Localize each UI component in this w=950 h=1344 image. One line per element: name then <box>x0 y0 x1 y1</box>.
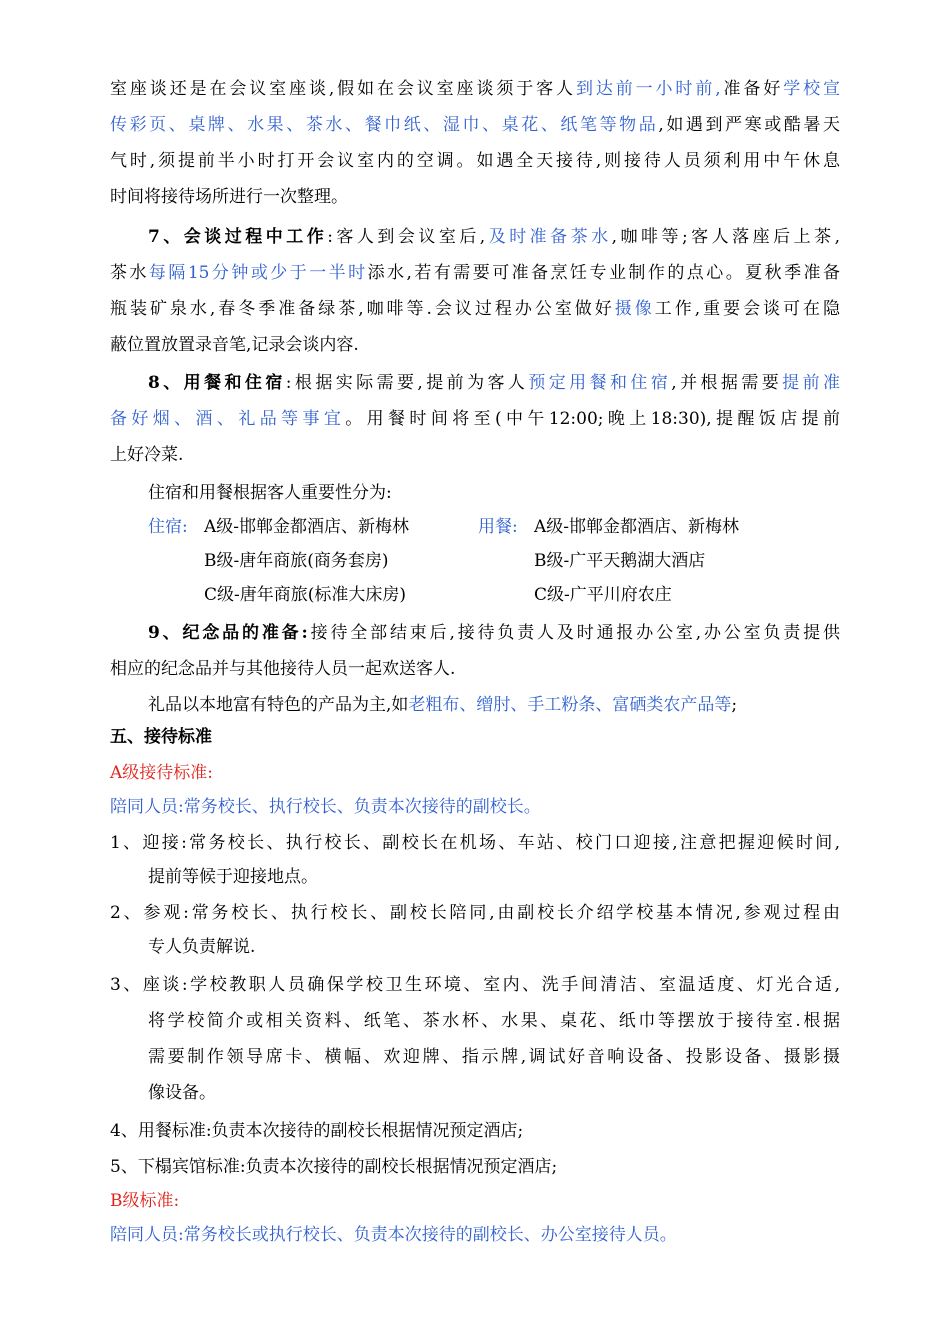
text-run: ,并根据需要 <box>671 373 783 393</box>
lodging-tier-a: A级-邯郸金都酒店、新梅林 <box>204 517 410 537</box>
text-run: 添水,若有需要可准备烹饪专业制作的点心。夏秋季准备 <box>367 263 840 283</box>
text-run: 工作,重要会谈可在隐 <box>654 299 841 319</box>
list-item-3-cont: 像设备。 <box>148 1083 216 1103</box>
highlight-text: 提前准 <box>782 373 841 393</box>
dining-tier-c: C级-广平川府农庄 <box>534 585 672 605</box>
dining-tier-b: B级-广平天鹅湖大酒店 <box>534 551 706 571</box>
paragraph-line: 相应的纪念品并与其他接待人员一起欢送客人. <box>110 659 456 679</box>
paragraph-line <box>148 688 840 722</box>
lodging-tier-b: B级-唐年商旅(商务套房) <box>204 551 389 571</box>
list-item-1-cont: 提前等候于迎接地点。 <box>148 867 318 887</box>
list-item-3: 3、座谈:学校教职人员确保学校卫生环境、室内、洗手间清洁、室温适度、灯光合适, <box>110 975 840 995</box>
lodging-label: 住宿: <box>148 517 188 537</box>
highlight-text: 每隔15分钟或少于一半时 <box>148 263 368 283</box>
text-run: ,咖啡等;客人落座后上茶, <box>611 227 840 247</box>
highlight-text: 传彩页、桌牌、水果、茶水、餐巾纸、湿巾、桌花、纸笔等物品 <box>110 115 659 135</box>
list-item-2-cont: 专人负责解说. <box>148 937 256 957</box>
a-level-staff: 陪同人员:常务校长、执行校长、负责本次接待的副校长。 <box>110 797 541 817</box>
text-run: 接待全部结束后,接待负责人及时通报办公室,办公室负责提供 <box>307 623 840 643</box>
text-run: 瓶装矿泉水,春冬季准备绿茶,咖啡等.会议过程办公室做好 <box>110 299 615 319</box>
paragraph-line: 时间将接待场所进行一次整理。 <box>110 187 348 207</box>
dining-label: 用餐: <box>478 517 518 537</box>
text-run: 准备好 <box>720 79 784 99</box>
paragraph-line <box>110 292 840 326</box>
b-level-staff: 陪同人员:常务校长或执行校长、负责本次接待的副校长、办公室接待人员。 <box>110 1225 677 1245</box>
paragraph-line: 气时,须提前半小时打开会议室内的空调。如遇全天接待,则接待人员须利用中午休息 <box>110 151 840 171</box>
highlight-text: 老粗布、缯肘、手工粉条、富硒类农产品等 <box>408 695 732 715</box>
list-item-3-cont: 将学校简介或相关资料、纸笔、茶水杯、水果、桌花、纸巾等摆放于接待室.根据 <box>148 1011 840 1031</box>
b-level-heading: B级标准: <box>110 1191 180 1211</box>
section-7-line <box>148 220 840 254</box>
list-item-2: 2、参观:常务校长、执行校长、副校长陪同,由副校长介绍学校基本情况,参观过程由 <box>110 903 840 923</box>
paragraph-line <box>110 72 840 106</box>
text-run: ; <box>731 695 738 715</box>
paragraph-line: 住宿和用餐根据客人重要性分为: <box>148 483 392 503</box>
list-item-1: 1、迎接:常务校长、执行校长、副校长在机场、车站、校门口迎接,注意把握迎候时间, <box>110 833 840 853</box>
paragraph-line <box>110 256 840 290</box>
text-run: :客人到会议室后, <box>327 227 486 247</box>
a-level-heading: A级接待标准: <box>110 763 214 783</box>
paragraph-line: 蔽位置放置录音笔,记录会谈内容. <box>110 335 359 355</box>
list-item-5: 5、下榻宾馆标准:负责本次接待的副校长根据情况预定酒店; <box>110 1157 558 1177</box>
paragraph-line <box>110 402 840 436</box>
list-item-4: 4、用餐标准:负责本次接待的副校长根据情况预定酒店; <box>110 1121 524 1141</box>
section-8-title: 8、用餐和住宿 <box>148 373 286 393</box>
lodging-tier-c: C级-唐年商旅(标准大床房) <box>204 585 407 605</box>
highlight-text: 预定用餐和住宿 <box>528 373 672 393</box>
highlight-text: 及时准备茶水 <box>485 227 612 247</box>
highlight-text: 到达前一小时前, <box>575 79 721 99</box>
section-8-line <box>148 366 840 400</box>
dining-tier-a: A级-邯郸金都酒店、新梅林 <box>534 517 740 537</box>
highlight-text: 学校宣 <box>783 79 841 99</box>
text-run: 礼品以本地富有特色的产品为主,如 <box>148 695 409 715</box>
paragraph-line: 上好冷菜. <box>110 445 184 465</box>
paragraph-line <box>110 108 840 142</box>
list-item-3-cont: 需要制作领导席卡、横幅、欢迎牌、指示牌,调试好音响设备、投影设备、摄影摄 <box>148 1047 840 1067</box>
text-run: 室座谈还是在会议室座谈,假如在会议室座谈须于客人 <box>110 79 576 99</box>
section-5-heading: 五、接待标准 <box>110 727 212 747</box>
text-run: ,如遇到严寒或酷暑天 <box>658 115 841 135</box>
text-run: 茶水 <box>110 263 149 283</box>
text-run: :根据实际需要,提前为客人 <box>285 373 529 393</box>
section-9-line <box>148 616 840 650</box>
highlight-text: 摄像 <box>614 299 655 319</box>
text-run: 。用餐时间将至(中午12:00;晚上18:30),提醒饭店提前 <box>345 409 840 429</box>
highlight-text: 备好烟、酒、礼品等事宜 <box>110 409 346 429</box>
section-7-title: 7、会谈过程中工作 <box>148 227 328 247</box>
section-9-title: 9、纪念品的准备: <box>148 623 308 643</box>
